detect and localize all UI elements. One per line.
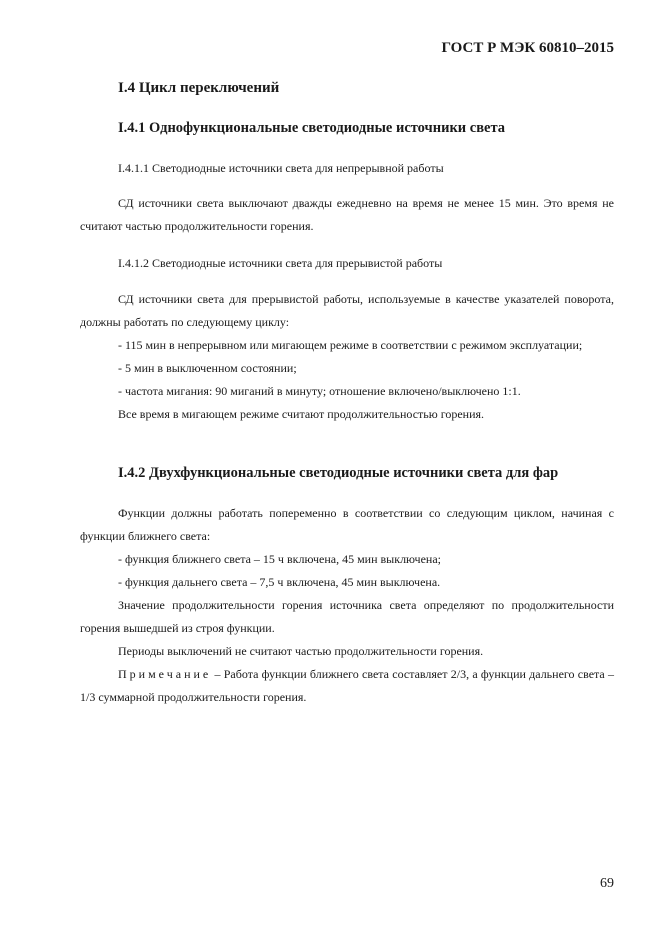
section-i4-title: I.4 Цикл переключений <box>118 80 280 96</box>
section-i412-title: I.4.1.2 Светодиодные источники света для прерывистой работы <box>118 256 443 270</box>
list-item: - функция ближнего света – 15 ч включена, 45 мин выключена; <box>118 552 442 566</box>
section-i411-title: I.4.1.1 Светодиодные источники света для непрерывной работы <box>118 161 444 175</box>
standard-number: ГОСТ Р МЭК 60810–2015 <box>441 40 614 56</box>
list-item: - частота мигания: 90 миганий в минуту; отношение включено/выключено 1:1. <box>118 384 521 398</box>
paragraph: Функции должны работать попеременно в соответствии со следующим циклом, начиная с функции ближнего света: <box>80 506 614 543</box>
page-number: 69 <box>600 876 614 891</box>
note-label: Примечание <box>118 667 212 681</box>
paragraph: Все время в мигающем режиме считают продолжительностью горения. <box>118 407 485 421</box>
paragraph: Значение продолжительности горения источника света определяют по продолжительности горения вышедшей из строя функции. <box>80 598 614 635</box>
list-item: - 5 мин в выключенном состоянии; <box>118 361 297 375</box>
paragraph: СД источники света выключают дважды ежедневно на время не менее 15 мин. Это время не считают частью продолжительности горения. <box>80 196 614 233</box>
list-item: - 115 мин в непрерывном или мигающем режиме в соответствии с режимом эксплуатации; <box>118 338 583 352</box>
section-i412-body <box>80 288 614 426</box>
list-item: - функция дальнего света – 7,5 ч включена, 45 мин выключена. <box>118 575 441 589</box>
paragraph: Периоды выключений не считают частью продолжительности горения. <box>118 644 484 658</box>
note <box>80 663 614 709</box>
note-text: – Работа функции ближнего света составляет 2/3, а функции дальнего света – 1/3 суммарной продолжительности горения. <box>80 667 614 704</box>
section-i41-title: I.4.1 Однофункциональные светодиодные источники света <box>118 120 506 136</box>
section-i42-body <box>80 502 614 709</box>
section-i411-body <box>80 192 614 238</box>
paragraph: СД источники света для прерывистой работы, используемые в качестве указателей поворота, должны работать по следующему циклу: <box>80 292 614 329</box>
section-i42-title: I.4.2 Двухфункциональные светодиодные источники света для фар <box>118 465 559 481</box>
